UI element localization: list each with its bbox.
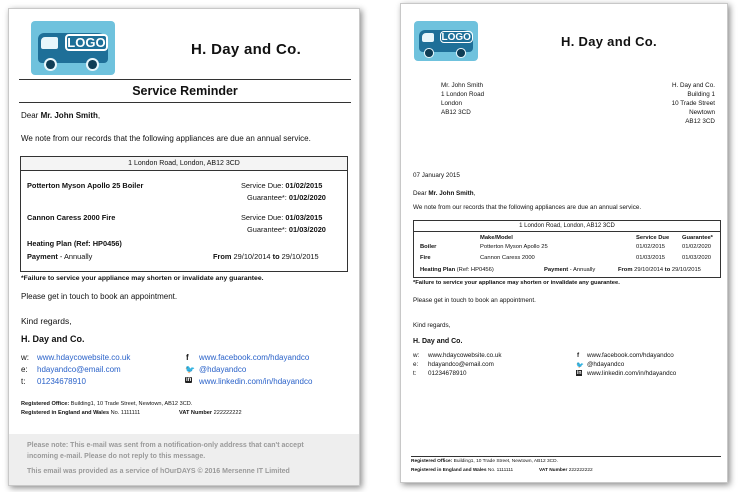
plan-period: From 29/10/2014 to 29/10/2015 bbox=[618, 267, 701, 273]
contact-line: Please get in touch to book an appointment. bbox=[413, 297, 536, 304]
appliance-model: Potterton Myson Apollo 25 bbox=[480, 244, 548, 250]
logo-text: LOGO bbox=[441, 31, 471, 43]
property-address: 1 London Road, London, AB12 3CD bbox=[21, 157, 347, 171]
column-header: Make/Model bbox=[480, 235, 513, 241]
facebook-url: www.facebook.com/hdayandco bbox=[587, 352, 674, 359]
twitter-handle: @hdayandco bbox=[587, 361, 625, 368]
service-due: 01/02/2015 bbox=[636, 244, 666, 250]
appliance-name: Potterton Myson Apollo 25 Boiler bbox=[27, 181, 144, 190]
registered-office: Registered Office: Building1, 10 Trade Street, Newtown, AB12 3CD. bbox=[411, 459, 558, 464]
website-link[interactable]: www.hdaycowebsite.co.uk bbox=[37, 353, 131, 362]
appliance-type: Fire bbox=[420, 255, 431, 261]
linkedin-icon: in bbox=[186, 377, 192, 383]
phone-link[interactable]: 01234678910 bbox=[37, 377, 86, 386]
service-due: Service Due: 01/02/2015 bbox=[241, 181, 323, 190]
registration-details: Registered in England and Wales No. 1111111 bbox=[411, 468, 514, 473]
email-header bbox=[19, 13, 351, 79]
appliance-box bbox=[20, 156, 348, 272]
column-header: Service Due bbox=[636, 235, 670, 241]
logo-text: LOGO bbox=[65, 34, 109, 51]
logo bbox=[414, 21, 478, 61]
intro-text: We note from our records that the following appliances are due an annual service. bbox=[413, 204, 642, 211]
footer-divider bbox=[411, 456, 721, 457]
failure-note: *Failure to service your appliance may shorten or invalidate any guarantee. bbox=[21, 275, 264, 282]
payment-frequency: Payment - Annually bbox=[544, 267, 596, 273]
guarantee: Guarantee*: 01/02/2020 bbox=[247, 193, 326, 202]
signature: H. Day and Co. bbox=[21, 334, 85, 344]
guarantee: 01/03/2020 bbox=[682, 255, 712, 261]
phone-number: 01234678910 bbox=[428, 370, 467, 377]
email-link[interactable]: hdayandco@email.com bbox=[37, 365, 121, 374]
linkedin-link[interactable]: www.linkedin.com/in/hdayandco bbox=[199, 377, 313, 386]
property-address: 1 London Road, London, AB12 3CD bbox=[414, 221, 720, 232]
vat-number: VAT Number 222222222 bbox=[539, 468, 593, 473]
column-header: Guarantee* bbox=[682, 235, 713, 241]
contact-line: Please get in touch to book an appointment. bbox=[21, 292, 178, 301]
appliance-model: Cannon Caress 2000 bbox=[480, 255, 535, 261]
facebook-icon: f bbox=[186, 353, 189, 362]
greeting: Dear Mr. John Smith, bbox=[413, 190, 476, 197]
email-address: hdayandco@email.com bbox=[428, 361, 494, 368]
sign-off: Kind regards, bbox=[21, 316, 72, 326]
footer-note: incoming e-mail. Please do not reply to this message. bbox=[27, 453, 206, 460]
service-due: 01/03/2015 bbox=[636, 255, 666, 261]
greeting: Dear Mr. John Smith, bbox=[21, 111, 101, 120]
logo bbox=[31, 21, 115, 75]
linkedin-icon: in bbox=[577, 370, 582, 376]
guarantee: 01/02/2020 bbox=[682, 244, 712, 250]
website-row: w: bbox=[21, 353, 29, 362]
payment-frequency: Payment - Annually bbox=[27, 252, 93, 261]
service-reminder-title: Service Reminder bbox=[19, 79, 351, 103]
signature: H. Day and Co. bbox=[413, 338, 463, 345]
email-footer bbox=[9, 434, 359, 486]
plan-period: From 29/10/2014 to 29/10/2015 bbox=[213, 252, 319, 261]
footer-credit: This email was provided as a service of hOurDAYS © 2016 Mersenne IT Limited bbox=[27, 468, 290, 475]
company-name: H. Day and Co. bbox=[191, 41, 302, 58]
vat-number: VAT Number 222222222 bbox=[179, 410, 242, 416]
website: www.hdaycowebsite.co.uk bbox=[428, 352, 502, 359]
email-preview: LOGO H. Day and Co. Service Reminder Dear Mr. John Smith, We note from our records that the following appliances are due an annual service. 1 London Road, London, AB12 3CD Potterton Myson Apollo 25 Boiler Service Due: 01/02/2015 Guarantee*: 01/02/2020 Cannon Caress 2000 Fire Service Due: 01/03/2015 Guarantee*: 01/03/2020 Heating Plan (Ref: HP0456) Payment - Annually From 29/10/2014 to 29/10/2015 *Failure to service your appliance may shorten or invalidate any guarantee. Please get in touch to book an appointment. Kind regards, H. Day and Co. w: www.hdaycowebsite.co.uk e: hdayandco@email.com t: 01234678910 f www.facebook.com/hdayandco 🐦 @hdayandco in www.linkedin.com/in/hdayandco Registered Office: Building1, 10 Trade Street, Newtown, AB12 3CD. Registered in England and Wales No. 1111111 VAT Number 222222222 Please note: This e-mail was sent from a notification-only address that can't accept incoming e-mail. Please do not reply to this message. This email was provided as a service of hOurDAYS © 2016 Mersenne IT Limited bbox=[8, 8, 360, 486]
twitter-icon: 🐦 bbox=[185, 365, 195, 374]
company-name: H. Day and Co. bbox=[561, 34, 657, 49]
twitter-link[interactable]: @hdayandco bbox=[199, 365, 247, 374]
facebook-icon: f bbox=[577, 352, 580, 359]
footer-note: Please note: This e-mail was sent from a notification-only address that can't accept bbox=[27, 442, 304, 449]
letter-date: 07 January 2015 bbox=[413, 172, 460, 179]
sign-off: Kind regards, bbox=[413, 322, 451, 329]
linkedin-url: www.linkedin.com/in/hdayandco bbox=[587, 370, 677, 377]
intro-text: We note from our records that the following appliances are due an annual service. bbox=[21, 134, 311, 143]
appliance-name: Cannon Caress 2000 Fire bbox=[27, 213, 116, 222]
guarantee: Guarantee*: 01/03/2020 bbox=[247, 225, 326, 234]
registration-details: Registered in England and Wales No. 1111111 bbox=[21, 410, 141, 416]
twitter-icon: 🐦 bbox=[576, 362, 584, 369]
appliance-type: Boiler bbox=[420, 244, 437, 250]
heating-plan-title: Heating Plan (Ref: HP0456) bbox=[27, 239, 122, 248]
recipient-name: Mr. John Smith bbox=[40, 111, 98, 120]
heating-plan: Heating Plan (Ref: HP0456) bbox=[420, 267, 494, 273]
facebook-link[interactable]: www.facebook.com/hdayandco bbox=[199, 353, 310, 362]
failure-note: *Failure to service your appliance may shorten or invalidate any guarantee. bbox=[413, 280, 620, 286]
appliance-table bbox=[413, 220, 721, 278]
registered-office: Registered Office: Building1, 10 Trade Street, Newtown, AB12 3CD. bbox=[21, 401, 193, 407]
letter-preview: LOGO H. Day and Co. Mr. John Smith 1 London Road London AB12 3CD H. Day and Co. Building 1 10 Trade Street Newtown AB12 3CD 07 January 2015 Dear Mr. John Smith, We note from our records that the following appliances are due an annual service. 1 London Road, London, AB12 3CD Make/Model Service Due Guarantee* Boiler Potterton Myson Apollo 25 01/02/2015 01/02/2020 Fire Cannon Caress 2000 01/03/2015 01/03/2020 Heating Plan (Ref: HP0456) Payment - Annually From 29/10/2014 to 29/10/2015 *Failure to service your appliance may shorten or invalidate any guarantee. Please get in touch to book an appointment. Kind regards, H. Day and Co. w: www.hdaycowebsite.co.uk e: hdayandco@email.com t: 01234678910 f www.facebook.com/hdayandco 🐦 @hdayandco in www.linkedin.com/in/hdayandco Registered Office: Building1, 10 Trade Street, Newtown, AB12 3CD. Registered in England and Wales No. 1111111 VAT Number 222222222 bbox=[400, 3, 728, 483]
service-due: Service Due: 01/03/2015 bbox=[241, 213, 323, 222]
